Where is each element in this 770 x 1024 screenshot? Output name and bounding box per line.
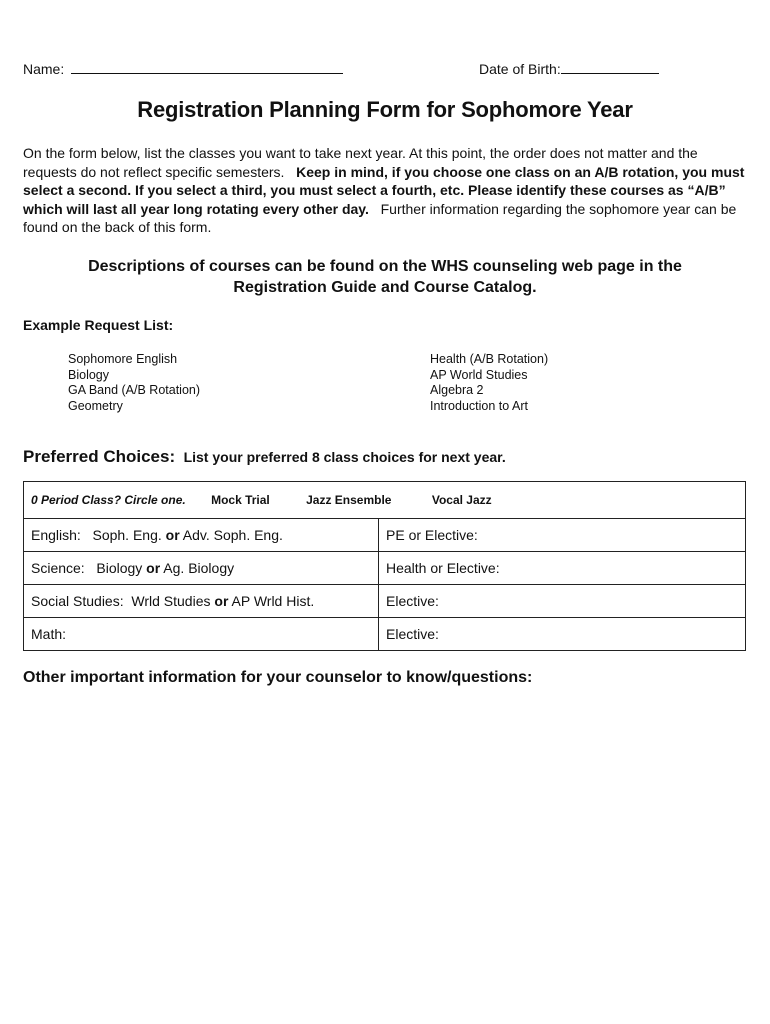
option-jazz-ensemble[interactable]: Jazz Ensemble bbox=[306, 493, 392, 507]
intro-bold-text: Keep in mind, if you choose one class on an A/B rotation, you must select a second. If you select a third, you must select a fourth, etc. Please identify these courses as “A/B” which will last all year long rotating every other day. bbox=[23, 163, 745, 217]
choices-table bbox=[23, 481, 746, 651]
science-label: Science: Biology bbox=[31, 560, 147, 576]
table-row bbox=[24, 585, 746, 618]
list-item: Introduction to Art bbox=[430, 398, 528, 413]
intro-paragraph bbox=[23, 144, 753, 237]
option-mock-trial[interactable]: Mock Trial bbox=[211, 493, 270, 507]
intro-text-1: On the form below, list the classes you want to take next year. At this point, the order does not matter and the requests do not reflect specific semesters. bbox=[23, 145, 698, 180]
dob-field[interactable] bbox=[479, 61, 659, 77]
zero-period-row bbox=[24, 482, 746, 519]
pe-elective-label: PE or Elective: bbox=[386, 527, 478, 543]
or-text: or bbox=[165, 527, 180, 543]
other-info-area[interactable] bbox=[23, 700, 746, 990]
or-text: or bbox=[214, 593, 229, 609]
elective-label: Elective: bbox=[386, 626, 439, 642]
name-field[interactable] bbox=[23, 61, 343, 77]
name-label: Name: bbox=[23, 61, 65, 77]
list-item: Sophomore English bbox=[68, 352, 178, 366]
list-item: Algebra 2 bbox=[430, 383, 484, 398]
elective-label: Elective: bbox=[386, 593, 439, 609]
list-item: Health (A/B Rotation) bbox=[430, 352, 549, 366]
preferred-instruction: List your preferred 8 class choices for next year. bbox=[183, 449, 506, 465]
table-row bbox=[24, 618, 746, 651]
social-studies-cell[interactable] bbox=[24, 585, 379, 618]
health-elective-cell[interactable] bbox=[379, 552, 746, 585]
science-cell[interactable] bbox=[24, 552, 379, 585]
preferred-label: Preferred Choices: bbox=[23, 447, 176, 466]
preferred-choices-heading bbox=[23, 447, 506, 467]
math-cell[interactable] bbox=[24, 618, 379, 651]
example-list-right bbox=[430, 352, 548, 414]
elective-cell[interactable] bbox=[379, 618, 746, 651]
health-elective-label: Health or Elective: bbox=[386, 560, 500, 576]
name-line[interactable] bbox=[71, 73, 343, 74]
list-item: Geometry bbox=[68, 398, 123, 413]
zero-period-label: 0 Period Class? Circle one. bbox=[31, 493, 186, 507]
social-studies-label: Social Studies: Wrld Studies bbox=[31, 593, 215, 609]
dob-line[interactable] bbox=[561, 73, 659, 74]
list-item: Biology bbox=[68, 367, 109, 382]
option-vocal-jazz[interactable]: Vocal Jazz bbox=[431, 493, 492, 507]
example-heading: Example Request List: bbox=[23, 317, 174, 333]
science-alt: Ag. Biology bbox=[160, 560, 235, 576]
english-cell[interactable] bbox=[24, 519, 379, 552]
list-item: AP World Studies bbox=[430, 367, 528, 382]
dob-label: Date of Birth: bbox=[479, 61, 561, 77]
list-item: GA Band (A/B Rotation) bbox=[68, 383, 201, 398]
descriptions-note: Descriptions of courses can be found on the WHS counseling web page in the Registration Guide and Course Catalog. bbox=[88, 258, 682, 296]
math-label: Math: bbox=[31, 626, 67, 642]
intro-text-2: Further information regarding the sophomore year can be found on the back of this form. bbox=[23, 200, 737, 235]
example-list-left bbox=[68, 352, 200, 414]
elective-cell[interactable] bbox=[379, 585, 746, 618]
page-title: Registration Planning Form for Sophomore Year bbox=[137, 97, 633, 122]
pe-elective-cell[interactable] bbox=[379, 519, 746, 552]
other-info-heading: Other important information for your counselor to know/questions: bbox=[23, 669, 533, 686]
or-text: or bbox=[146, 560, 161, 576]
english-alt: Adv. Soph. Eng. bbox=[179, 527, 283, 543]
zero-period-cell bbox=[24, 482, 746, 519]
table-row bbox=[24, 519, 746, 552]
table-row bbox=[24, 552, 746, 585]
social-studies-alt: AP Wrld Hist. bbox=[228, 593, 315, 609]
english-label: English: Soph. Eng. bbox=[31, 527, 166, 543]
